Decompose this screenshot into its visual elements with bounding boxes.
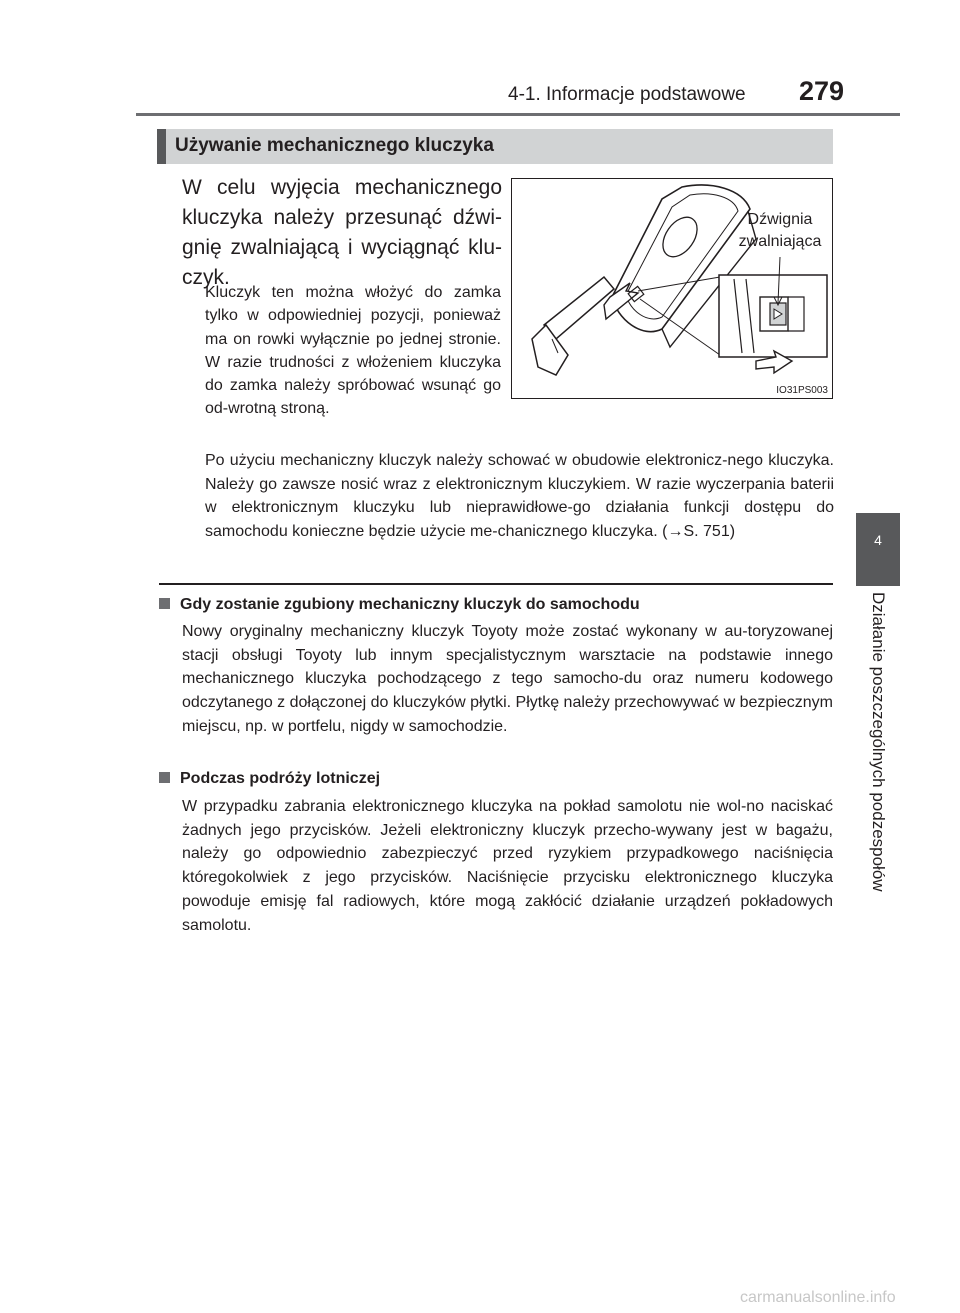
header-section-title: 4-1. Informacje podstawowe [508,84,746,105]
page-number: 279 [799,76,845,106]
figure-label-line1: Dźwignia [747,211,813,228]
intro-paragraph: W celu wyjęcia mechanicznego kluczyka należy przesunąć dźwi-gnię zwalniającą i wyciągnąć klu-czyk. [182,176,502,289]
figure-label [720,209,840,253]
figure-label-line2: zwalniająca [738,233,822,250]
chapter-title-vertical: Działanie poszczególnych podzespołów [869,592,888,892]
square-bullet-icon [159,598,170,609]
subsection-body-lost-key: Nowy oryginalny mechaniczny kluczyk Toyoty może zostać wykonany w au-toryzowanej stacji obsługi Toyoty lub innym specjalistycznym warsztacie na podstawie innego mechanicznego kluczyka pochodzącego z tego samocho-du oraz numeru kodowego odczytanego z dołączonej do kluczyków płytki. Płytkę należy przechowywać w bezpiecznym miejscu, np. w portfelu, nigdy w samochodzie. [182,623,833,735]
subsection-heading-text: Gdy zostanie zgubiony mechaniczny kluczyk do samochodu [180,596,640,613]
subsection-heading-air-travel [159,770,380,788]
chapter-number: 4 [874,532,882,548]
section-title: Używanie mechanicznego kluczyka [175,135,494,156]
after-figure-paragraph: Po użyciu mechaniczny kluczyk należy schować w obudowie elektronicz-nego kluczyka. Należy go zawsze nosić wraz z elektronicznym kluczykiem. W razie wyczerpania baterii w elektronicznym kluczyku lub nieprawidłowe-go działania funkcji dostępu do samochodu konieczne będzie użycie me-chanicznego kluczyka. (→S. 751) [205,452,834,540]
subsection-body-air-travel: W przypadku zabrania elektronicznego kluczyka na pokład samolotu nie wol-no naciskać żadnych jego przycisków. Jeżeli elektroniczny kluczyk przecho-wywany jest w bagażu, należy go odpowiednio zabezpieczyć przed ryzykiem przypadkowego naciśnięcia któregokolwiek z jego przycisków. Naciśnięcie przycisku elektronicznego kluczyka powoduje emisję fal radiowych, które mogą zakłócić działanie urządzeń pokładowych samolotu. [182,798,833,934]
chapter-tab [856,513,900,586]
header-rule [136,113,900,116]
subsection-heading-lost-key [159,596,640,614]
square-bullet-icon [159,772,170,783]
key-figure [511,178,833,399]
section-divider [159,583,833,585]
subsection-heading-text: Podczas podróży lotniczej [180,770,381,787]
note-paragraph: Kluczyk ten można włożyć do zamka tylko w odpowiedniej pozycji, ponieważ ma on rowki wyłącznie po jednej stronie. W razie trudności z włożeniem kluczyka do zamka należy spróbować wsunąć go od-wrotną stroną. [205,284,501,418]
watermark: carmanualsonline.info [740,1289,896,1306]
figure-code: IO31PS003 [776,385,828,396]
